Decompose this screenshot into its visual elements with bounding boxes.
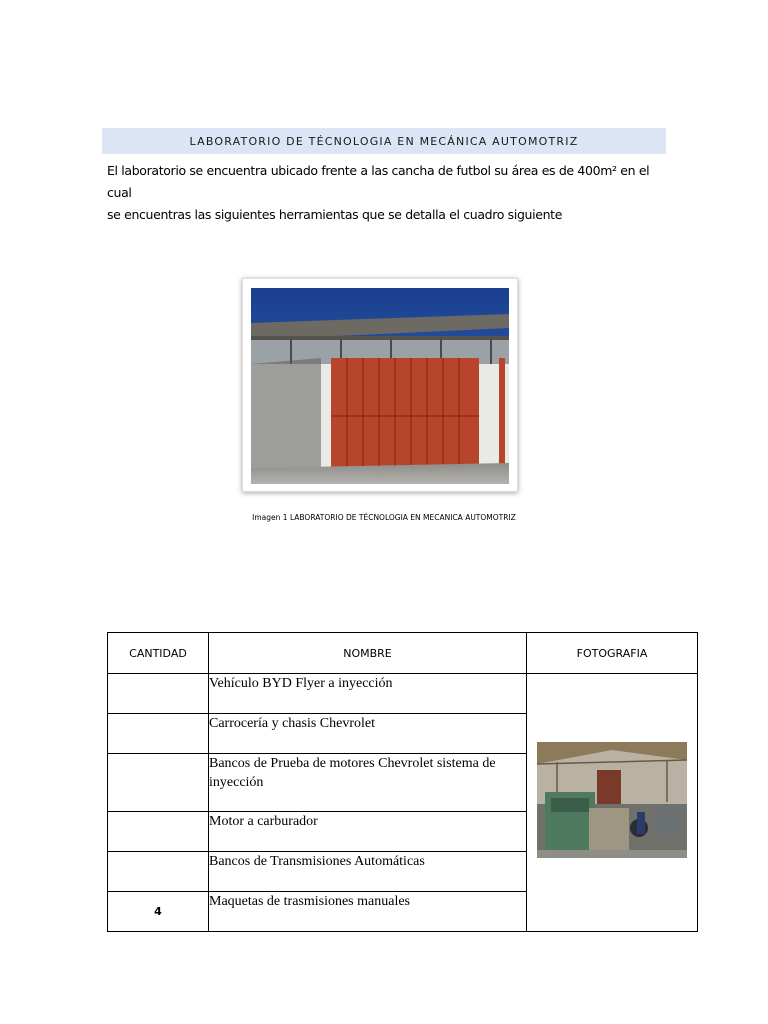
equipment-table bbox=[107, 632, 698, 932]
qty-cell bbox=[108, 754, 209, 812]
lab-building-image bbox=[251, 288, 509, 484]
qty-cell bbox=[108, 812, 209, 852]
name-cell: Vehículo BYD Flyer a inyección bbox=[209, 674, 527, 714]
header-cantidad: CANTIDAD bbox=[108, 633, 209, 674]
header-nombre: NOMBRE bbox=[209, 633, 527, 674]
name-cell: Maquetas de trasmisiones manuales bbox=[209, 892, 527, 932]
intro-paragraph bbox=[107, 160, 667, 226]
header-fotografia: FOTOGRAFIA bbox=[527, 633, 698, 674]
name-cell: Bancos de Transmisiones Automáticas bbox=[209, 852, 527, 892]
section-heading: LABORATORIO DE TÉCNOLOGIA EN MECÁNICA AUTOMOTRIZ bbox=[102, 128, 666, 154]
intro-line-2: se encuentras las siguientes herramientas que se detalla el cuadro siguiente bbox=[107, 207, 563, 222]
qty-cell bbox=[108, 714, 209, 754]
intro-line-1: El laboratorio se encuentra ubicado frente a las cancha de futbol su área es de 400m² en el cual bbox=[107, 163, 650, 200]
qty-cell bbox=[108, 852, 209, 892]
name-cell: Motor a carburador bbox=[209, 812, 527, 852]
table-header-row bbox=[108, 633, 698, 674]
name-cell: Carrocería y chasis Chevrolet bbox=[209, 714, 527, 754]
workshop-photo bbox=[537, 742, 687, 858]
lab-building-photo bbox=[242, 278, 518, 492]
qty-cell: 4 bbox=[108, 892, 209, 932]
name-cell: Bancos de Prueba de motores Chevrolet sistema de inyección bbox=[209, 754, 527, 812]
qty-cell bbox=[108, 674, 209, 714]
image-caption: Imagen 1 LABORATORIO DE TÉCNOLOGIA EN MECANICA AUTOMOTRIZ bbox=[252, 513, 516, 522]
photo-cell bbox=[527, 674, 698, 932]
table-row bbox=[108, 674, 698, 714]
